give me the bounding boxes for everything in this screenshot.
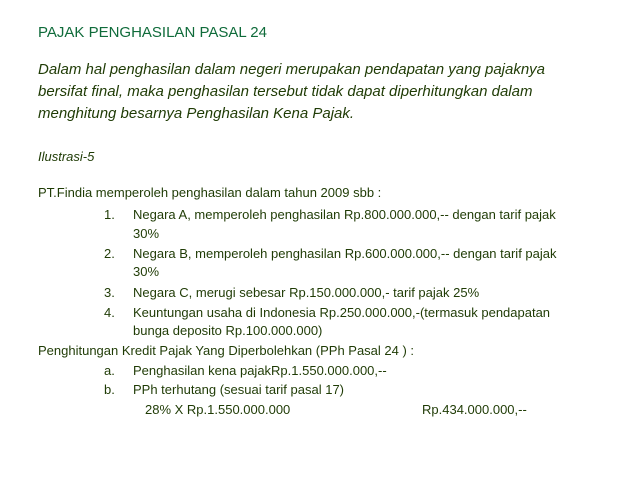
list-marker: 2. [104,246,115,261]
list-item-text: Keuntungan usaha di Indonesia Rp.250.000.000,-(termasuk pendapatan [133,305,551,320]
list-marker: 3. [104,285,115,300]
calc-result: Rp.434.000.000,-- [422,402,527,417]
intro-line: PT.Findia memperoleh penghasilan dalam tahun 2009 sbb : [38,185,382,200]
list-item-text: Negara C, merugi sebesar Rp.150.000.000,- tarif pajak 25% [133,285,480,300]
list-item-text: 30% [133,226,160,241]
lead-line-3: menghitung besarnya Penghasilan Kena Pajak. [38,105,355,122]
list-item-text: bunga deposito Rp.100.000.000) [133,323,323,338]
lead-line-2: bersifat final, maka penghasilan tersebut tidak dapat diperhitungkan dalam [38,83,533,100]
illustration-label: Ilustrasi-5 [38,149,95,164]
credit-heading: Penghitungan Kredit Pajak Yang Diperbolehkan (PPh Pasal 24 ) : [38,343,415,358]
list-marker: 1. [104,207,115,222]
list-item-text: 30% [133,264,160,279]
list-item-text: Penghasilan kena pajakRp.1.550.000.000,-- [133,363,387,378]
calc-expression: 28% X Rp.1.550.000.000 [145,402,291,417]
page-title: PAJAK PENGHASILAN PASAL 24 [38,24,267,41]
list-marker: 4. [104,305,115,320]
list-item-text: Negara A, memperoleh penghasilan Rp.800.000.000,-- dengan tarif pajak [133,207,556,222]
list-item-text: PPh terhutang (sesuai tarif pasal 17) [133,382,345,397]
list-marker: a. [104,363,115,378]
list-item-text: Negara B, memperoleh penghasilan Rp.600.000.000,-- dengan tarif pajak [133,246,557,261]
lead-line-1: Dalam hal penghasilan dalam negeri merupakan pendapatan yang pajaknya [38,61,546,78]
list-marker: b. [104,382,115,397]
